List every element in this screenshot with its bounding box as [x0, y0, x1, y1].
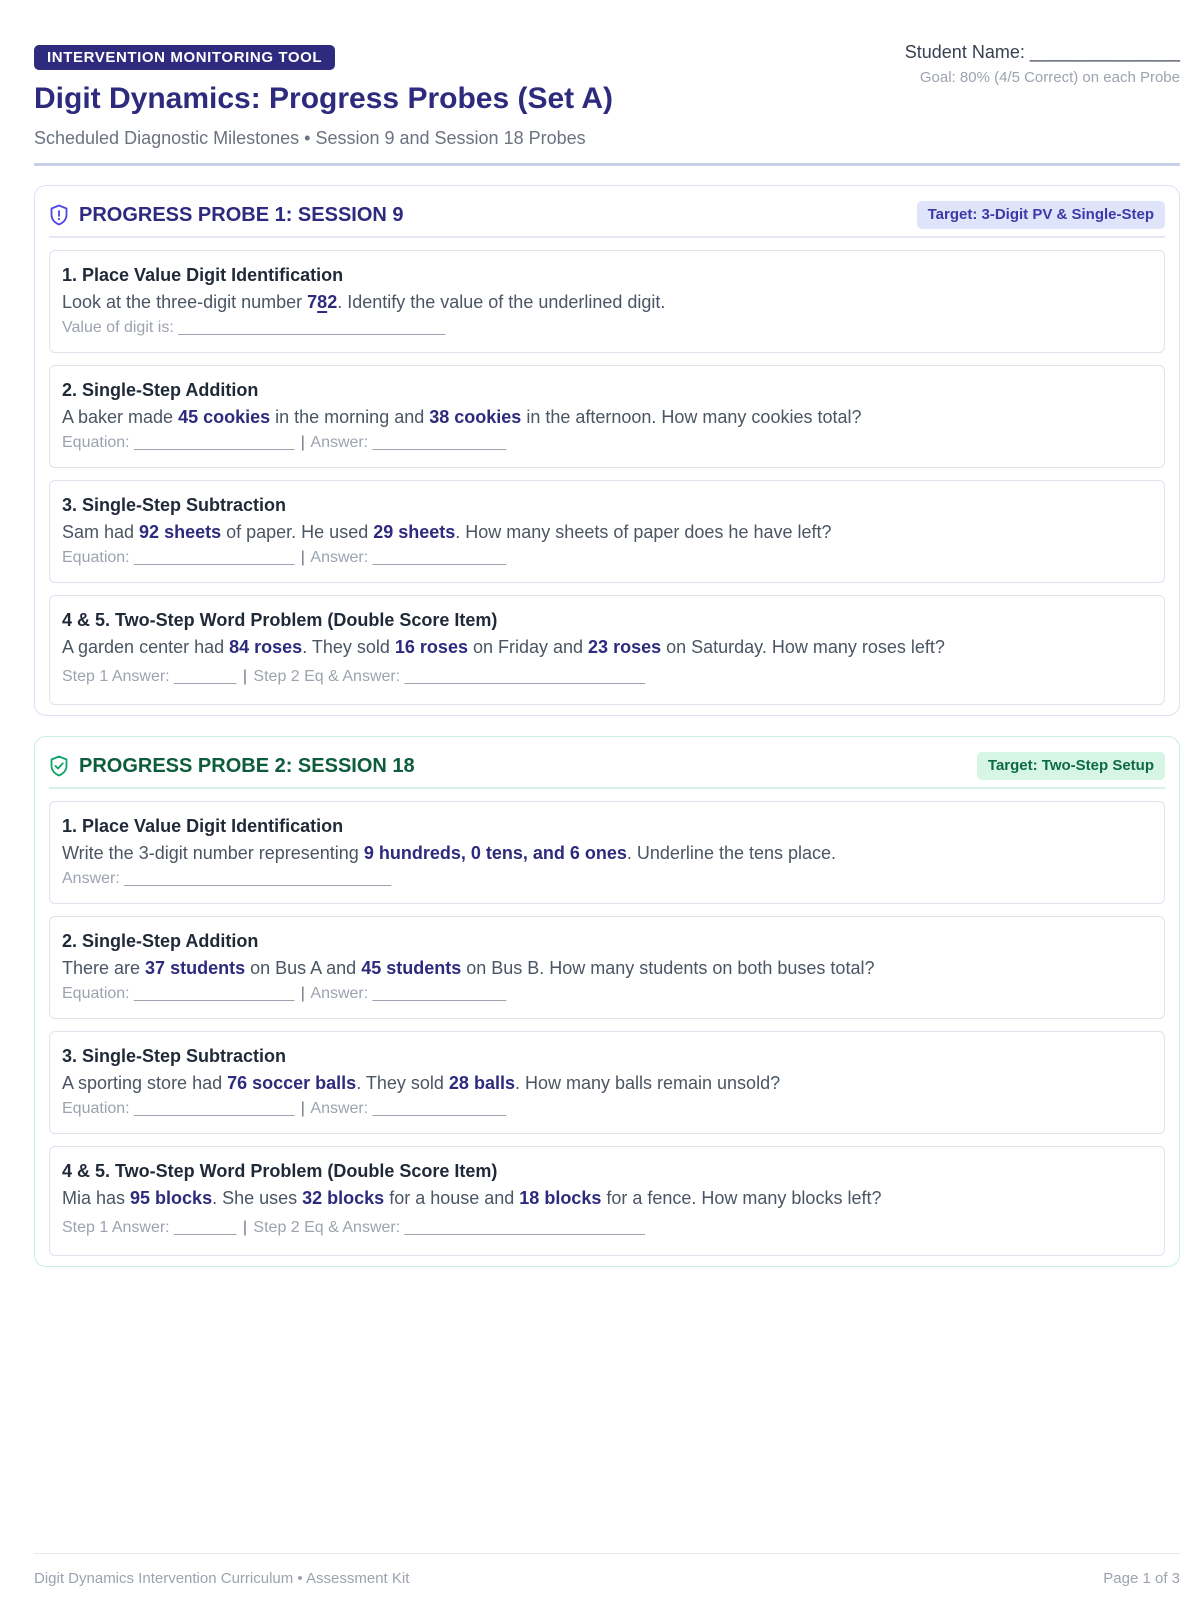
step1-answer-field[interactable]: Step 1 Answer: _______ [62, 668, 237, 685]
probe-item [49, 1031, 1165, 1134]
answer-field[interactable]: Answer: _______________ [310, 434, 507, 451]
worksheet-page [34, 0, 1180, 1600]
goal-text: Goal: 80% (4/5 Correct) on each Probe [919, 69, 1180, 86]
response-line: Equation: __________________ | Answer: _______________ [62, 549, 507, 566]
page-title: Digit Dynamics: Progress Probes (Set A) [34, 82, 614, 115]
item-title: 2. Single-Step Addition [62, 931, 259, 951]
probe-item [49, 365, 1165, 468]
item-question: Sam had 92 sheets of paper. He used 29 sheets. How many sheets of paper does he have left? [62, 522, 832, 542]
probe-item [49, 595, 1165, 705]
page-number: Page 1 of 3 [1103, 1570, 1180, 1587]
step2-answer-field[interactable]: Step 2 Eq & Answer: ___________________________ [253, 1219, 645, 1236]
shield-alert-icon [49, 204, 69, 226]
probe-header [49, 198, 1165, 238]
item-title: 1. Place Value Digit Identification [62, 265, 344, 285]
item-title: 4 & 5. Two-Step Word Problem (Double Score Item) [62, 610, 498, 630]
answer-field[interactable]: Answer: _______________ [310, 985, 507, 1002]
response-line: Equation: __________________ | Answer: _______________ [62, 985, 507, 1002]
target-badge: Target: 3-Digit PV & Single-Step [917, 201, 1165, 229]
equation-field[interactable]: Equation: __________________ [62, 985, 295, 1002]
worksheet-header [34, 42, 1180, 166]
page-subtitle: Scheduled Diagnostic Milestones • Session 9 and Session 18 Probes [34, 128, 586, 148]
item-title: 4 & 5. Two-Step Word Problem (Double Score Item) [62, 1161, 498, 1181]
probe-section-2 [34, 736, 1180, 1267]
step2-answer-field[interactable]: Step 2 Eq & Answer: ___________________________ [253, 668, 645, 685]
equation-field[interactable]: Equation: __________________ [62, 549, 295, 566]
probe-title: PROGRESS PROBE 2: SESSION 18 [79, 755, 415, 777]
response-line: Equation: __________________ | Answer: _______________ [62, 434, 507, 451]
equation-field[interactable]: Equation: __________________ [62, 434, 295, 451]
response-line: Equation: __________________ | Answer: _______________ [62, 1100, 507, 1117]
item-question: A sporting store had 76 soccer balls. They sold 28 balls. How many balls remain unsold? [62, 1073, 781, 1093]
probe-section-1 [34, 185, 1180, 716]
probe-header [49, 749, 1165, 789]
probe-item [49, 250, 1165, 353]
probe-title: PROGRESS PROBE 1: SESSION 9 [79, 204, 404, 226]
item-question: There are 37 students on Bus A and 45 students on Bus B. How many students on both buses total? [62, 958, 875, 978]
item-question: Look at the three-digit number 782. Identify the value of the underlined digit. [62, 292, 666, 312]
tool-badge: INTERVENTION MONITORING TOOL [34, 45, 335, 70]
probe-item [49, 1146, 1165, 1256]
footer-curriculum: Digit Dynamics Intervention Curriculum • Assessment Kit [34, 1570, 410, 1587]
probe-item [49, 801, 1165, 904]
page-footer [34, 1553, 1180, 1600]
shield-check-icon [49, 755, 69, 777]
response-line: Step 1 Answer: _______ | Step 2 Eq & Answer: ___________________________ [62, 1219, 645, 1236]
probe-item [49, 480, 1165, 583]
item-question: Mia has 95 blocks. She uses 32 blocks for a house and 18 blocks for a fence. How many blocks left? [62, 1188, 882, 1208]
student-name-field[interactable]: Student Name: _______________ [904, 42, 1180, 62]
item-title: 3. Single-Step Subtraction [62, 1046, 287, 1066]
underlined-digit: 8 [317, 292, 328, 312]
answer-field[interactable]: Answer: ______________________________ [62, 870, 392, 887]
step1-answer-field[interactable]: Step 1 Answer: _______ [62, 1219, 237, 1236]
answer-field[interactable]: Answer: _______________ [310, 549, 507, 566]
equation-field[interactable]: Equation: __________________ [62, 1100, 295, 1117]
item-question: A garden center had 84 roses. They sold 16 roses on Friday and 23 roses on Saturday. How many roses left? [62, 637, 945, 657]
item-question: Write the 3-digit number representing 9 hundreds, 0 tens, and 6 ones. Underline the tens place. [62, 843, 837, 863]
item-title: 1. Place Value Digit Identification [62, 816, 344, 836]
answer-field[interactable]: Answer: _______________ [310, 1100, 507, 1117]
probe-item [49, 916, 1165, 1019]
response-line: Step 1 Answer: _______ | Step 2 Eq & Answer: ___________________________ [62, 668, 645, 685]
item-title: 2. Single-Step Addition [62, 380, 259, 400]
target-badge: Target: Two-Step Setup [977, 752, 1165, 780]
item-title: 3. Single-Step Subtraction [62, 495, 287, 515]
answer-field[interactable]: Value of digit is: ______________________________ [62, 319, 446, 336]
item-question: A baker made 45 cookies in the morning and 38 cookies in the afternoon. How many cookies total? [62, 407, 862, 427]
